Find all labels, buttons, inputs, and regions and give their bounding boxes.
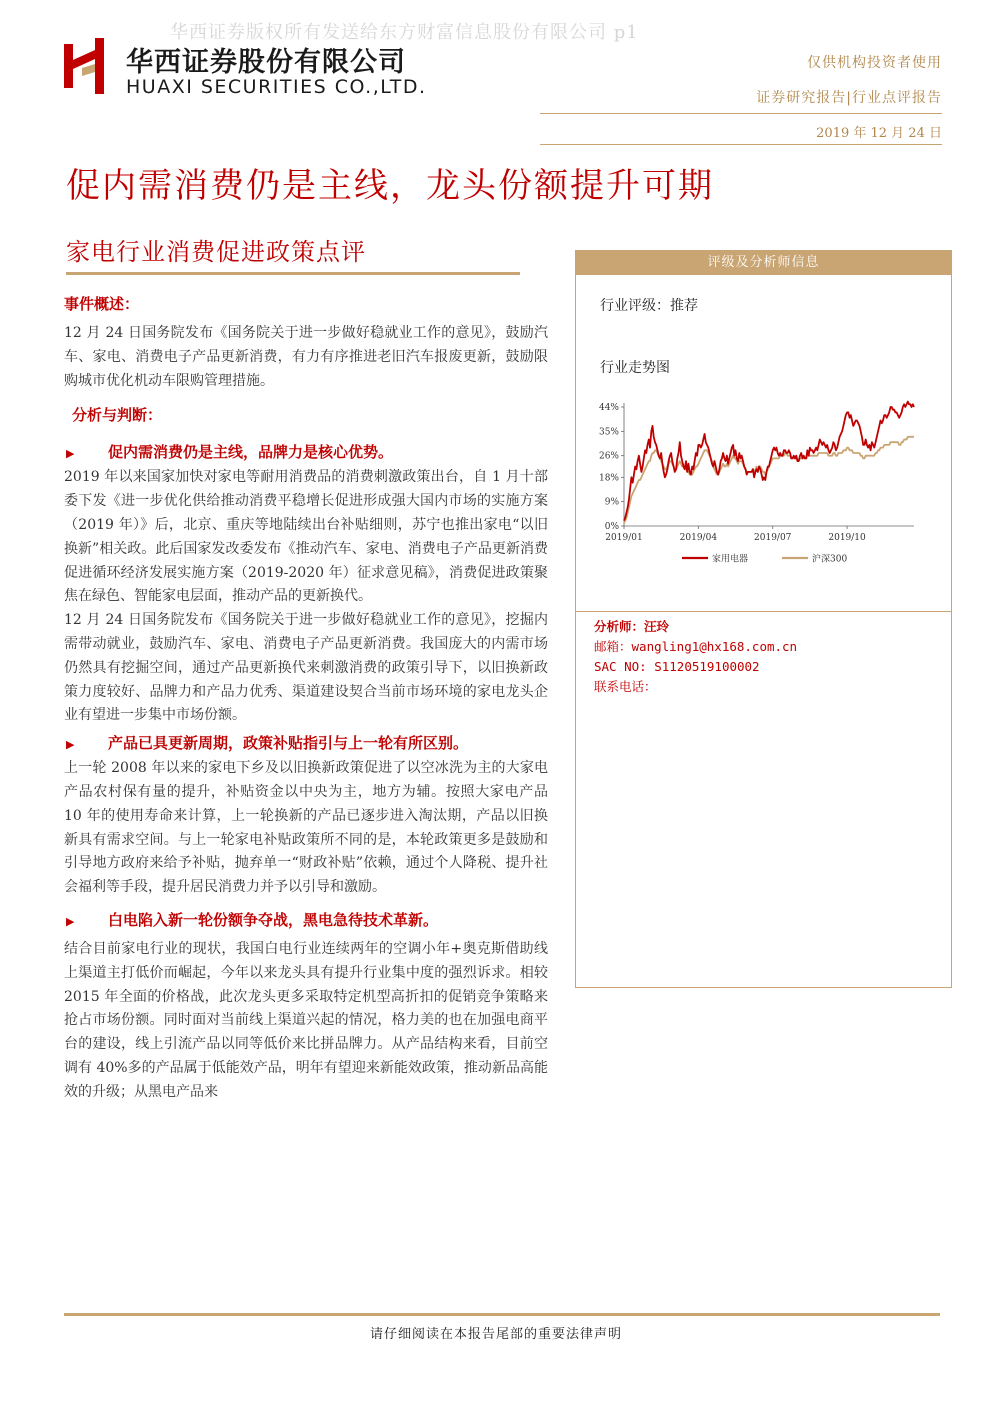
- company-name-cn: 华西证券股份有限公司: [126, 47, 406, 78]
- rating-value: 推荐: [670, 298, 698, 314]
- arrow-bullet-icon: ▶: [66, 914, 75, 928]
- analyst-phone-line: 联系电话：: [594, 679, 657, 694]
- footer-disclaimer: 请仔细阅读在本报告尾部的重要法律声明: [369, 1327, 622, 1342]
- legend-label: 沪深300: [812, 554, 848, 565]
- y-tick-label: 44%: [598, 403, 619, 413]
- y-tick-label: 35%: [598, 427, 619, 438]
- bullet-heading-3: ▶ 白电陷入新一轮份额争夺战，黑电急待技术革新。: [64, 908, 548, 934]
- subtitle-rule: [66, 272, 520, 275]
- analyst-info: [594, 617, 797, 697]
- investor-note: 仅供机构投资者使用: [807, 55, 942, 71]
- main-content: [64, 290, 548, 1105]
- bullet-2-paragraph-1: 上一轮 2008 年以来的家电下乡及以旧换新政策促进了以空冰洗为主的大家电产品农村保有量的提升，补贴资金以中央为主，地方为辅。按照大家电产品 10 年的使用寿命来计算，上一轮换新的产品已逐步进入淘汰期，产品以旧换新具有需求空间。与上一轮家电补贴政策所不同的是，本轮政策更多是鼓励和引导地方政府来给予补贴，抛弃单一“财政补贴”依赖，通过个人降税、提升社会福利等手段，提升居民消费力并予以引导和激励。: [64, 760, 548, 896]
- analyst-name-line: 分析师：汪玲: [594, 619, 670, 634]
- panel-divider: [576, 611, 951, 612]
- x-tick-label: 2019/10: [828, 533, 866, 543]
- company-logo: [64, 38, 104, 94]
- report-title: 促内需消费仍是主线，龙头份额提升可期: [66, 166, 714, 206]
- industry-rating: [600, 295, 698, 315]
- y-tick-label: 9%: [604, 497, 619, 508]
- header-divider: [540, 144, 942, 145]
- report-date: 2019 年 12 月 24 日: [816, 126, 942, 141]
- y-tick-label: 26%: [598, 451, 619, 462]
- footer-rule: [64, 1313, 940, 1316]
- watermark: 华西证券版权所有发送给东方财富信息股份有限公司 p1: [170, 22, 639, 43]
- analysis-heading: 分析与判断：: [72, 406, 163, 425]
- arrow-bullet-icon: ▶: [66, 738, 75, 752]
- company-name-en: HUAXI SECURITIES CO.,LTD.: [126, 76, 427, 98]
- x-tick-label: 2019/07: [754, 533, 792, 543]
- bullet-heading-1: ▶ 促内需消费仍是主线，品牌力是核心优势。: [64, 440, 548, 466]
- bullet-3-paragraph-1: 结合目前家电行业的现状，我国白电行业连续两年的空调小年+奥克斯借助线上渠道主打低价而崛起，今年以来龙头具有提升行业集中度的强烈诉求。相较 2015 年全面的价格战，此次龙头更多采取特定机型高折扣的促销竞争策略来抢占市场份额。同时面对当前线上渠道兴起的情况，格力美的也在加强电商平台的建设，线上引流产品以同等低价来比拼品牌力。从产品结构来看，目前空调有 40%多的产品属于低能效产品，明年有望迎来新能效政策，推动新品高能效的升级；从黑电产品来: [64, 940, 548, 1100]
- x-tick-label: 2019/04: [679, 533, 718, 543]
- event-text: 12 月 24 日国务院发布《国务院关于进一步做好稳就业工作的意见》，鼓励汽车、家电、消费电子产品更新消费，有力有序推进老旧汽车报废更新，鼓励限购城市优化机动车限购管理措施。: [64, 325, 548, 389]
- rating-label: 行业评级：: [600, 298, 670, 314]
- bullet-heading-2: ▶ 产品已具更新周期，政策补贴指引与上一轮有所区别。: [64, 731, 548, 757]
- x-tick-label: 2019/01: [605, 533, 643, 543]
- bullet-1-paragraph-2: 12 月 24 日国务院发布《国务院关于进一步做好稳就业工作的意见》，挖掘内需带动就业，鼓励汽车、家电、消费电子产品更新消费。我国庞大的内需市场仍然具有挖掘空间，通过产品更新换代来刺激消费的政策引导下，以旧换新政策力度较好、品牌力和产品力优秀、渠道建设契合当前市场环境的家电龙头企业有望进一步集中市场份额。: [64, 612, 548, 724]
- series-line-home-appliance: [624, 402, 914, 521]
- y-tick-label: 0%: [604, 522, 619, 532]
- panel-header: 评级及分析师信息: [576, 251, 951, 275]
- legend-label: 家用电器: [712, 554, 749, 565]
- y-tick-label: 18%: [598, 473, 619, 484]
- arrow-bullet-icon: ▶: [66, 447, 75, 461]
- bullet-1-paragraph-1: 2019 年以来国家加快对家电等耐用消费品的消费刺激政策出台，自 1 月十部委下发《进一步优化供给推动消费平稳增长促进形成强大国内市场的实施方案（2019 年）》后，北京、重庆等地陆续出台补贴细则，苏宁也推出家电“以旧换新”相关政。此后国家发改委发布《推动汽车、家电、消费电子产品更新消费促进循环经济发展实施方案（2019-2020 年）征求意见稿》，消费促进政策聚焦在绿色、智能家电层面，推动产品的更新换代。: [64, 469, 548, 605]
- rating-analyst-panel: [575, 250, 952, 988]
- industry-trend-chart: [594, 391, 939, 591]
- analyst-email-link[interactable]: wangling1@hx168.com.cn: [631, 639, 798, 654]
- event-heading: 事件概述：: [64, 295, 140, 313]
- report-type: 证券研究报告|行业点评报告: [756, 90, 942, 106]
- analyst-sac-line: SAC NO: S1120519100002: [594, 659, 760, 674]
- trend-chart-label: 行业走势图: [600, 360, 670, 376]
- header-divider: [540, 113, 942, 114]
- analyst-email-line: 邮箱：wangling1@hx168.com.cn: [594, 639, 798, 654]
- report-subtitle: 家电行业消费促进政策点评: [66, 238, 366, 266]
